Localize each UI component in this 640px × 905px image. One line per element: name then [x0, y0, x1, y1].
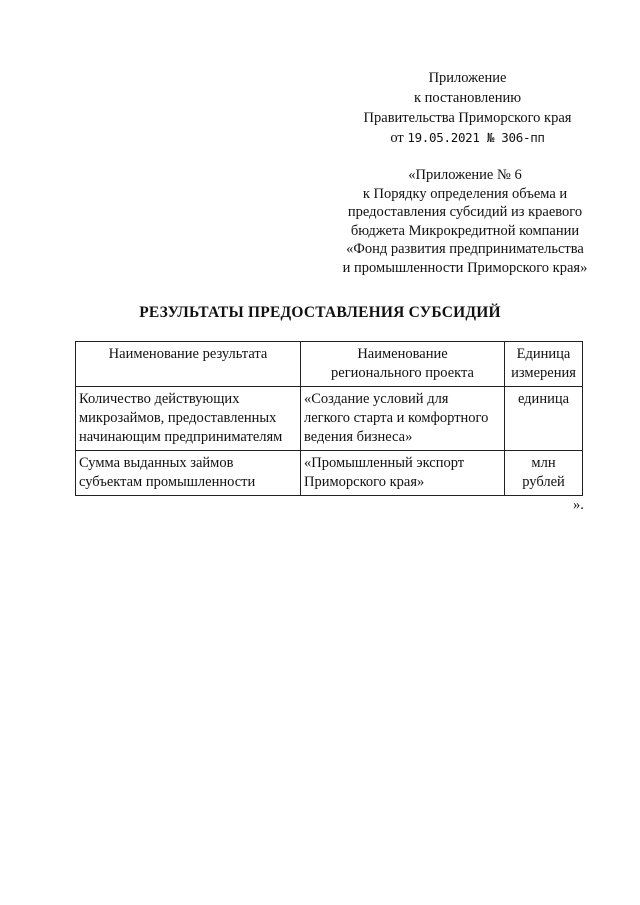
appendix-block: [325, 166, 605, 278]
cell-line: ведения бизнеса»: [304, 429, 413, 445]
appendix-line: «Приложение № 6: [408, 167, 522, 183]
approval-block: [340, 68, 595, 148]
appendix-line: бюджета Микрокредитной компании: [350, 222, 580, 239]
header-result-name: [76, 342, 301, 387]
header-regional-project: [301, 342, 505, 387]
cell-line: начинающим предпринимателям: [79, 429, 283, 445]
document-title: РЕЗУЛЬТАТЫ ПРЕДОСТАВЛЕНИЯ СУБСИДИЙ: [139, 304, 501, 321]
cell-line: млн: [531, 455, 556, 471]
approval-date-line: [340, 128, 595, 148]
approval-line: Приложение: [428, 70, 507, 86]
approval-line: Правительства Приморского края: [363, 110, 572, 126]
header-line: Единица: [516, 346, 571, 362]
approval-line: к постановлению: [413, 90, 522, 106]
appendix-line: и промышленности Приморского края»: [342, 259, 588, 276]
header-line: Наименование результата: [108, 346, 268, 362]
appendix-line: к Порядку определения объема и: [362, 185, 568, 202]
cell-result-name: [76, 387, 301, 451]
appendix-line: «Фонд развития предпринимательства: [346, 241, 584, 258]
table-header-row: [76, 342, 583, 387]
cell-line: Приморского края»: [304, 474, 425, 490]
cell-line: рублей: [522, 474, 565, 490]
closing-quote: ».: [573, 497, 584, 513]
cell-line: субъектам промышленности: [79, 474, 256, 490]
appendix-line: предоставления субсидий из краевого: [347, 204, 583, 221]
cell-regional-project: [301, 451, 505, 496]
approval-date-prefix: от: [390, 130, 404, 146]
cell-line: легкого старта и комфортного: [304, 410, 489, 426]
cell-line: Сумма выданных займов: [79, 455, 234, 471]
cell-line: «Создание условий для: [304, 391, 449, 407]
header-line: измерения: [511, 365, 576, 381]
cell-unit: [505, 451, 583, 496]
table-row: [76, 387, 583, 451]
cell-result-name: [76, 451, 301, 496]
header-unit: [505, 342, 583, 387]
cell-unit: [505, 387, 583, 451]
header-line: регионального проекта: [331, 365, 474, 381]
cell-line: микрозаймов, предоставленных: [79, 410, 277, 426]
header-line: Наименование: [357, 346, 448, 362]
approval-date-value: 19.05.2021 № 306-пп: [407, 130, 545, 145]
cell-line: единица: [517, 391, 570, 407]
cell-line: Количество действующих: [79, 391, 240, 407]
results-table: [75, 341, 583, 496]
cell-line: «Промышленный экспорт: [304, 455, 465, 471]
table-row: [76, 451, 583, 496]
cell-regional-project: [301, 387, 505, 451]
